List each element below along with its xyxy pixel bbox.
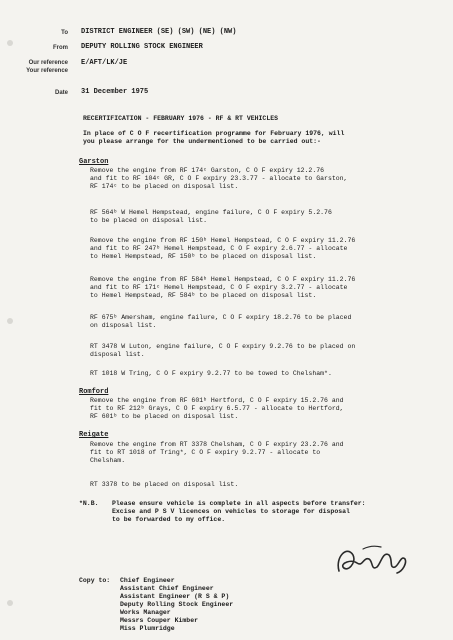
instruction-line: on disposal list. <box>90 322 157 329</box>
copy-to-list <box>120 577 233 633</box>
instruction-line: fit to RF 212ᵇ Grays, C O F expiry 6.5.77 - allocate to Hertford, <box>90 405 344 412</box>
instruction-block <box>90 397 344 421</box>
instruction-line: Remove the engine from RT 3378 Chelsham, C O F expiry 23.2.76 and <box>90 441 344 448</box>
date-label: Date <box>54 90 68 96</box>
instruction-block <box>90 276 355 300</box>
copy-recipient: Messrs Couper Kimber <box>120 617 199 624</box>
from-value: DEPUTY ROLLING STOCK ENGINEER <box>81 43 203 51</box>
instruction-line: Remove the engine from RF 584ᵇ Hemel Hempstead, C O F expiry 11.2.76 <box>90 276 356 283</box>
instruction-block <box>90 370 332 378</box>
instruction-line: RF 174ᶜ to be placed on disposal list. <box>90 183 239 190</box>
intro-line: In place of C O F recertification programme for February 1976, will <box>83 130 345 137</box>
copy-recipient: Assistant Chief Engineer <box>120 585 214 592</box>
instruction-line: RT 3478 W Luton, engine failure, C O F expiry 9.2.76 to be placed on <box>90 343 356 350</box>
nb-note <box>112 500 366 524</box>
instruction-line: RF 601ᵇ to be placed on disposal list. <box>90 413 239 420</box>
copy-recipient: Assistant Engineer (R S & P) <box>120 593 230 600</box>
our-reference-label: Our reference <box>28 60 68 66</box>
punch-hole <box>7 40 13 46</box>
instruction-line: to be placed on disposal list. <box>90 217 208 224</box>
instruction-line: to Hemel Hempstead, RF 150ᵇ to be placed on disposal list. <box>90 253 317 260</box>
instruction-line: and fit to RF 171ᶜ Hemel Hempstead, C O F expiry 3.2.77 - allocate <box>90 284 348 291</box>
instruction-line: Remove the engine from RF 150ᵇ Hemel Hempstead, C O F expiry 11.2.76 <box>90 237 356 244</box>
instruction-line: Remove the engine from RF 601ᵇ Hertford, C O F expiry 15.2.76 and <box>90 397 344 404</box>
section-heading-romford: Romford <box>79 388 109 396</box>
instruction-block <box>90 343 355 359</box>
instruction-block <box>90 481 238 489</box>
instruction-line: Remove the engine from RF 174ᶜ Garston, C O F expiry 12.2.76 <box>90 167 325 174</box>
nb-line: Excise and P S V licences on vehicles to storage for disposal <box>112 508 350 515</box>
intro-line: you please arrange for the undermentioned to be carried out:- <box>83 138 321 145</box>
subject-line: RECERTIFICATION - FEBRUARY 1976 - RF & RT VEHICLES <box>83 115 279 122</box>
instruction-block <box>90 441 344 465</box>
instruction-block <box>90 314 351 330</box>
instruction-line: to Hemel Hempstead, RF 584ᵇ to be placed on disposal list. <box>90 292 317 299</box>
your-reference-label: Your reference <box>26 68 68 74</box>
instruction-line: Chelsham. <box>90 457 126 464</box>
instruction-line: and fit to RF 104ᶜ GR, C O F expiry 23.3.77 - allocate to Garston, <box>90 175 348 182</box>
copy-recipient: Deputy Rolling Stock Engineer <box>120 601 234 608</box>
copy-recipient: Miss Plumridge <box>120 625 175 632</box>
nb-line: to be forwarded to my office. <box>112 516 226 523</box>
from-label: From <box>53 45 68 51</box>
section-heading-reigate: Reigate <box>79 431 109 439</box>
section-heading-garston: Garston <box>79 158 109 166</box>
instruction-line: RT 3378 to be placed on disposal list. <box>90 481 239 488</box>
nb-mark: *N.B. <box>79 500 99 507</box>
instruction-line: fit to RT 1018 of Tring*, C O F expiry 9.2.77 - allocate to <box>90 449 321 456</box>
copy-to-label: Copy to: <box>79 577 111 584</box>
intro-text <box>83 130 423 146</box>
copy-recipient: Works Manager <box>120 609 171 616</box>
instruction-block <box>90 237 355 261</box>
punch-hole <box>7 600 13 606</box>
instruction-line: RT 1018 W Tring, C O F expiry 9.2.77 to be towed to Chelsham*. <box>90 370 332 377</box>
copy-recipient: Chief Engineer <box>120 577 175 584</box>
instruction-line: and fit to RF 247ᵇ Hemel Hempstead, C O F expiry 2.6.77 - allocate <box>90 245 348 252</box>
to-label: To <box>61 30 68 36</box>
nb-line: Please ensure vehicle is complete in all aspects before transfer: <box>112 500 366 507</box>
instruction-block <box>90 167 347 191</box>
reference-value: E/AFT/LK/JE <box>81 59 128 67</box>
instruction-line: disposal list. <box>90 351 145 358</box>
instruction-line: RF 564ᵇ W Hemel Hempstead, engine failure, C O F expiry 5.2.76 <box>90 209 332 216</box>
instruction-block <box>90 209 332 225</box>
date-value: 31 December 1975 <box>81 88 149 96</box>
punch-hole <box>7 318 13 324</box>
instruction-line: RF 675ᵇ Amersham, engine failure, C O F expiry 18.2.76 to be placed <box>90 314 352 321</box>
signature-icon <box>333 537 413 581</box>
to-value: DISTRICT ENGINEER (SE) (SW) (NE) (NW) <box>81 28 237 36</box>
